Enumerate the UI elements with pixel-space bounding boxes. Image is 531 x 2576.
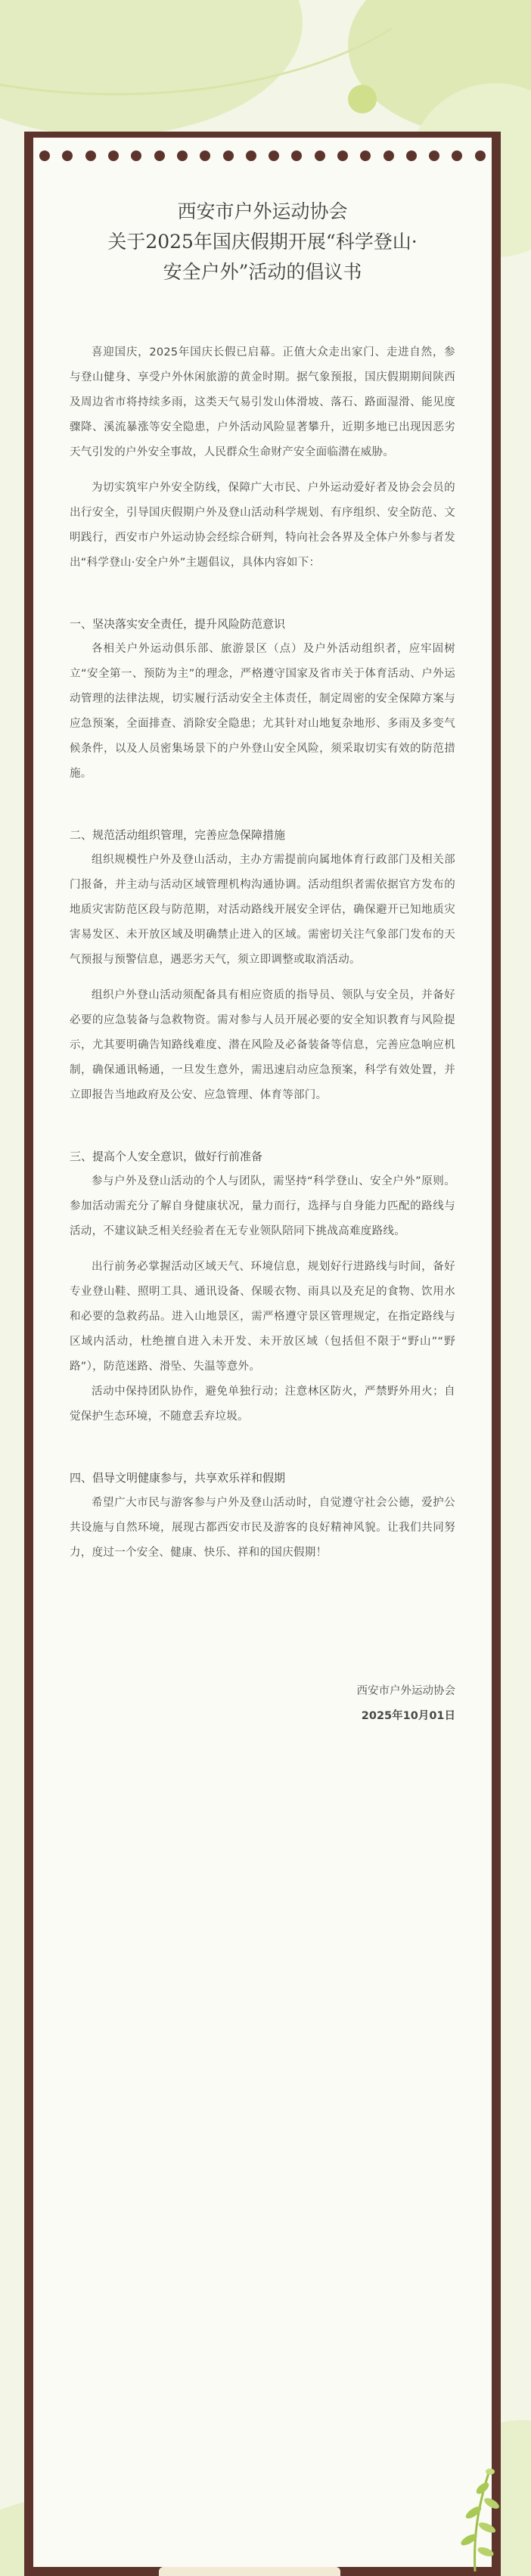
section-paragraph: 出行前务必掌握活动区域天气、环境信息，规划好行进路线与时间，备好专业登山鞋、照明工具、通讯设备、保暖衣物、雨具以及充足的食物、饮用水和必要的急救药品。进入山地景区，需严格遵守景区管理规定，在指定路线与区域内活动，杜绝擅自进入未开发、未开放区域（包括但不限于“野山”“野路”），防范迷路、滑坠、失温等意外。 <box>70 1261 455 1373</box>
title-line-2: 关于2025年国庆假期开展“科学登山· <box>107 231 418 253</box>
section-heading: 二、规范活动组织管理，完善应急保障措施 <box>70 828 286 842</box>
scallop-border <box>33 156 492 166</box>
section-paragraph: 组织户外登山活动须配备具有相应资质的指导员、领队与安全员，并备好必要的应急装备与急救物资。需对参与人员开展必要的安全知识教育与风险提示，尤其要明确告知路线难度、潜在风险及必备装备等信息，完善应急响应机制，确保通讯畅通，一旦发生意外，需迅速启动应急预案，科学有效处置，并立即报告当地政府及公安、应急管理、体育等部门。 <box>70 989 455 1101</box>
intro-paragraph: 喜迎国庆，2025年国庆长假已启幕。正值大众走出家门、走进自然，参与登山健身、享受户外休闲旅游的黄金时期。据气象预报，国庆假期期间陕西及周边省市将持续多雨，这类天气易引发山体滑坡、落石、路面湿滑、能见度骤降、溪流暴涨等安全隐患，户外活动风险显著攀升，近期多地已出现因恶劣天气引发的户外安全事故，人民群众生命财产安全面临潜在威胁。 <box>70 346 455 458</box>
section-heading: 四、倡导文明健康参与，共享欢乐祥和假期 <box>70 1471 286 1485</box>
title-line-3: 安全户外”活动的倡议书 <box>163 261 362 283</box>
title-line-1: 西安市户外运动协会 <box>177 200 348 222</box>
bg-dot <box>348 85 377 113</box>
section-paragraph: 希望广大市民与游客参与户外及登山活动时，自觉遵守社会公德，爱护公共设施与自然环境，展现古都西安市民及游客的良好精神风貌。让我们共同努力，度过一个安全、健康、快乐、祥和的国庆假期！ <box>70 1497 455 1559</box>
section-paragraph: 各相关户外运动俱乐部、旅游景区（点）及户外活动组织者，应牢固树立“安全第一、预防为主”的理念，严格遵守国家及省市关于体育活动、户外运动管理的法律法规，切实履行活动安全主体责任，制定周密的安全保障方案与应急预案，全面排查、消除安全隐患；尤其针对山地复杂地形、多雨及多变气候条件，以及人员密集场景下的户外登山安全风险，须采取切实有效的防范措施。 <box>70 643 455 780</box>
intro-paragraph: 为切实筑牢户外安全防线，保障广大市民、户外运动爱好者及协会会员的出行安全，引导国庆假期户外及登山活动科学规划、有序组织、安全防范、文明践行，西安市户外运动协会经综合研判，特向社会各界及全体户外参与者发出“科学登山·安全户外”主题倡议，具体内容如下： <box>70 482 455 569</box>
document-body <box>33 174 492 1729</box>
bottom-edge-bar <box>159 2567 340 2576</box>
section-heading: 一、坚决落实安全责任，提升风险防范意识 <box>70 617 286 631</box>
section-paragraph: 参与户外及登山活动的个人与团队，需坚持“科学登山、安全户外”原则。参加活动需充分了解自身健康状况，量力而行，选择与自身能力匹配的路线与活动，不建议缺乏相关经验者在无专业领队陪同下挑战高难度路线。 <box>70 1175 455 1237</box>
leaf-sprig-icon <box>430 2458 513 2571</box>
section-heading: 三、提高个人安全意识，做好行前准备 <box>70 1150 263 1163</box>
signature-org: 西安市户外运动协会 <box>356 1685 455 1697</box>
section-paragraph: 活动中保持团队协作，避免单独行动；注意林区防火，严禁野外用火；自觉保护生态环境，不随意丢弃垃圾。 <box>70 1386 455 1423</box>
signature-date: 2025年10月01日 <box>361 1710 455 1722</box>
document-title <box>70 197 455 287</box>
section-paragraph: 组织规模性户外及登山活动，主办方需提前向属地体育行政部门及相关部门报备，并主动与活动区域管理机构沟通协调。活动组织者需依据官方发布的地质灾害防范区段与防范期，对活动路线开展安全评估，确保避开已知地质灾害易发区、未开放区域及明确禁止进入的区域。需密切关注气象部门发布的天气预报与预警信息，遇恶劣天气，须立即调整或取消活动。 <box>70 854 455 966</box>
